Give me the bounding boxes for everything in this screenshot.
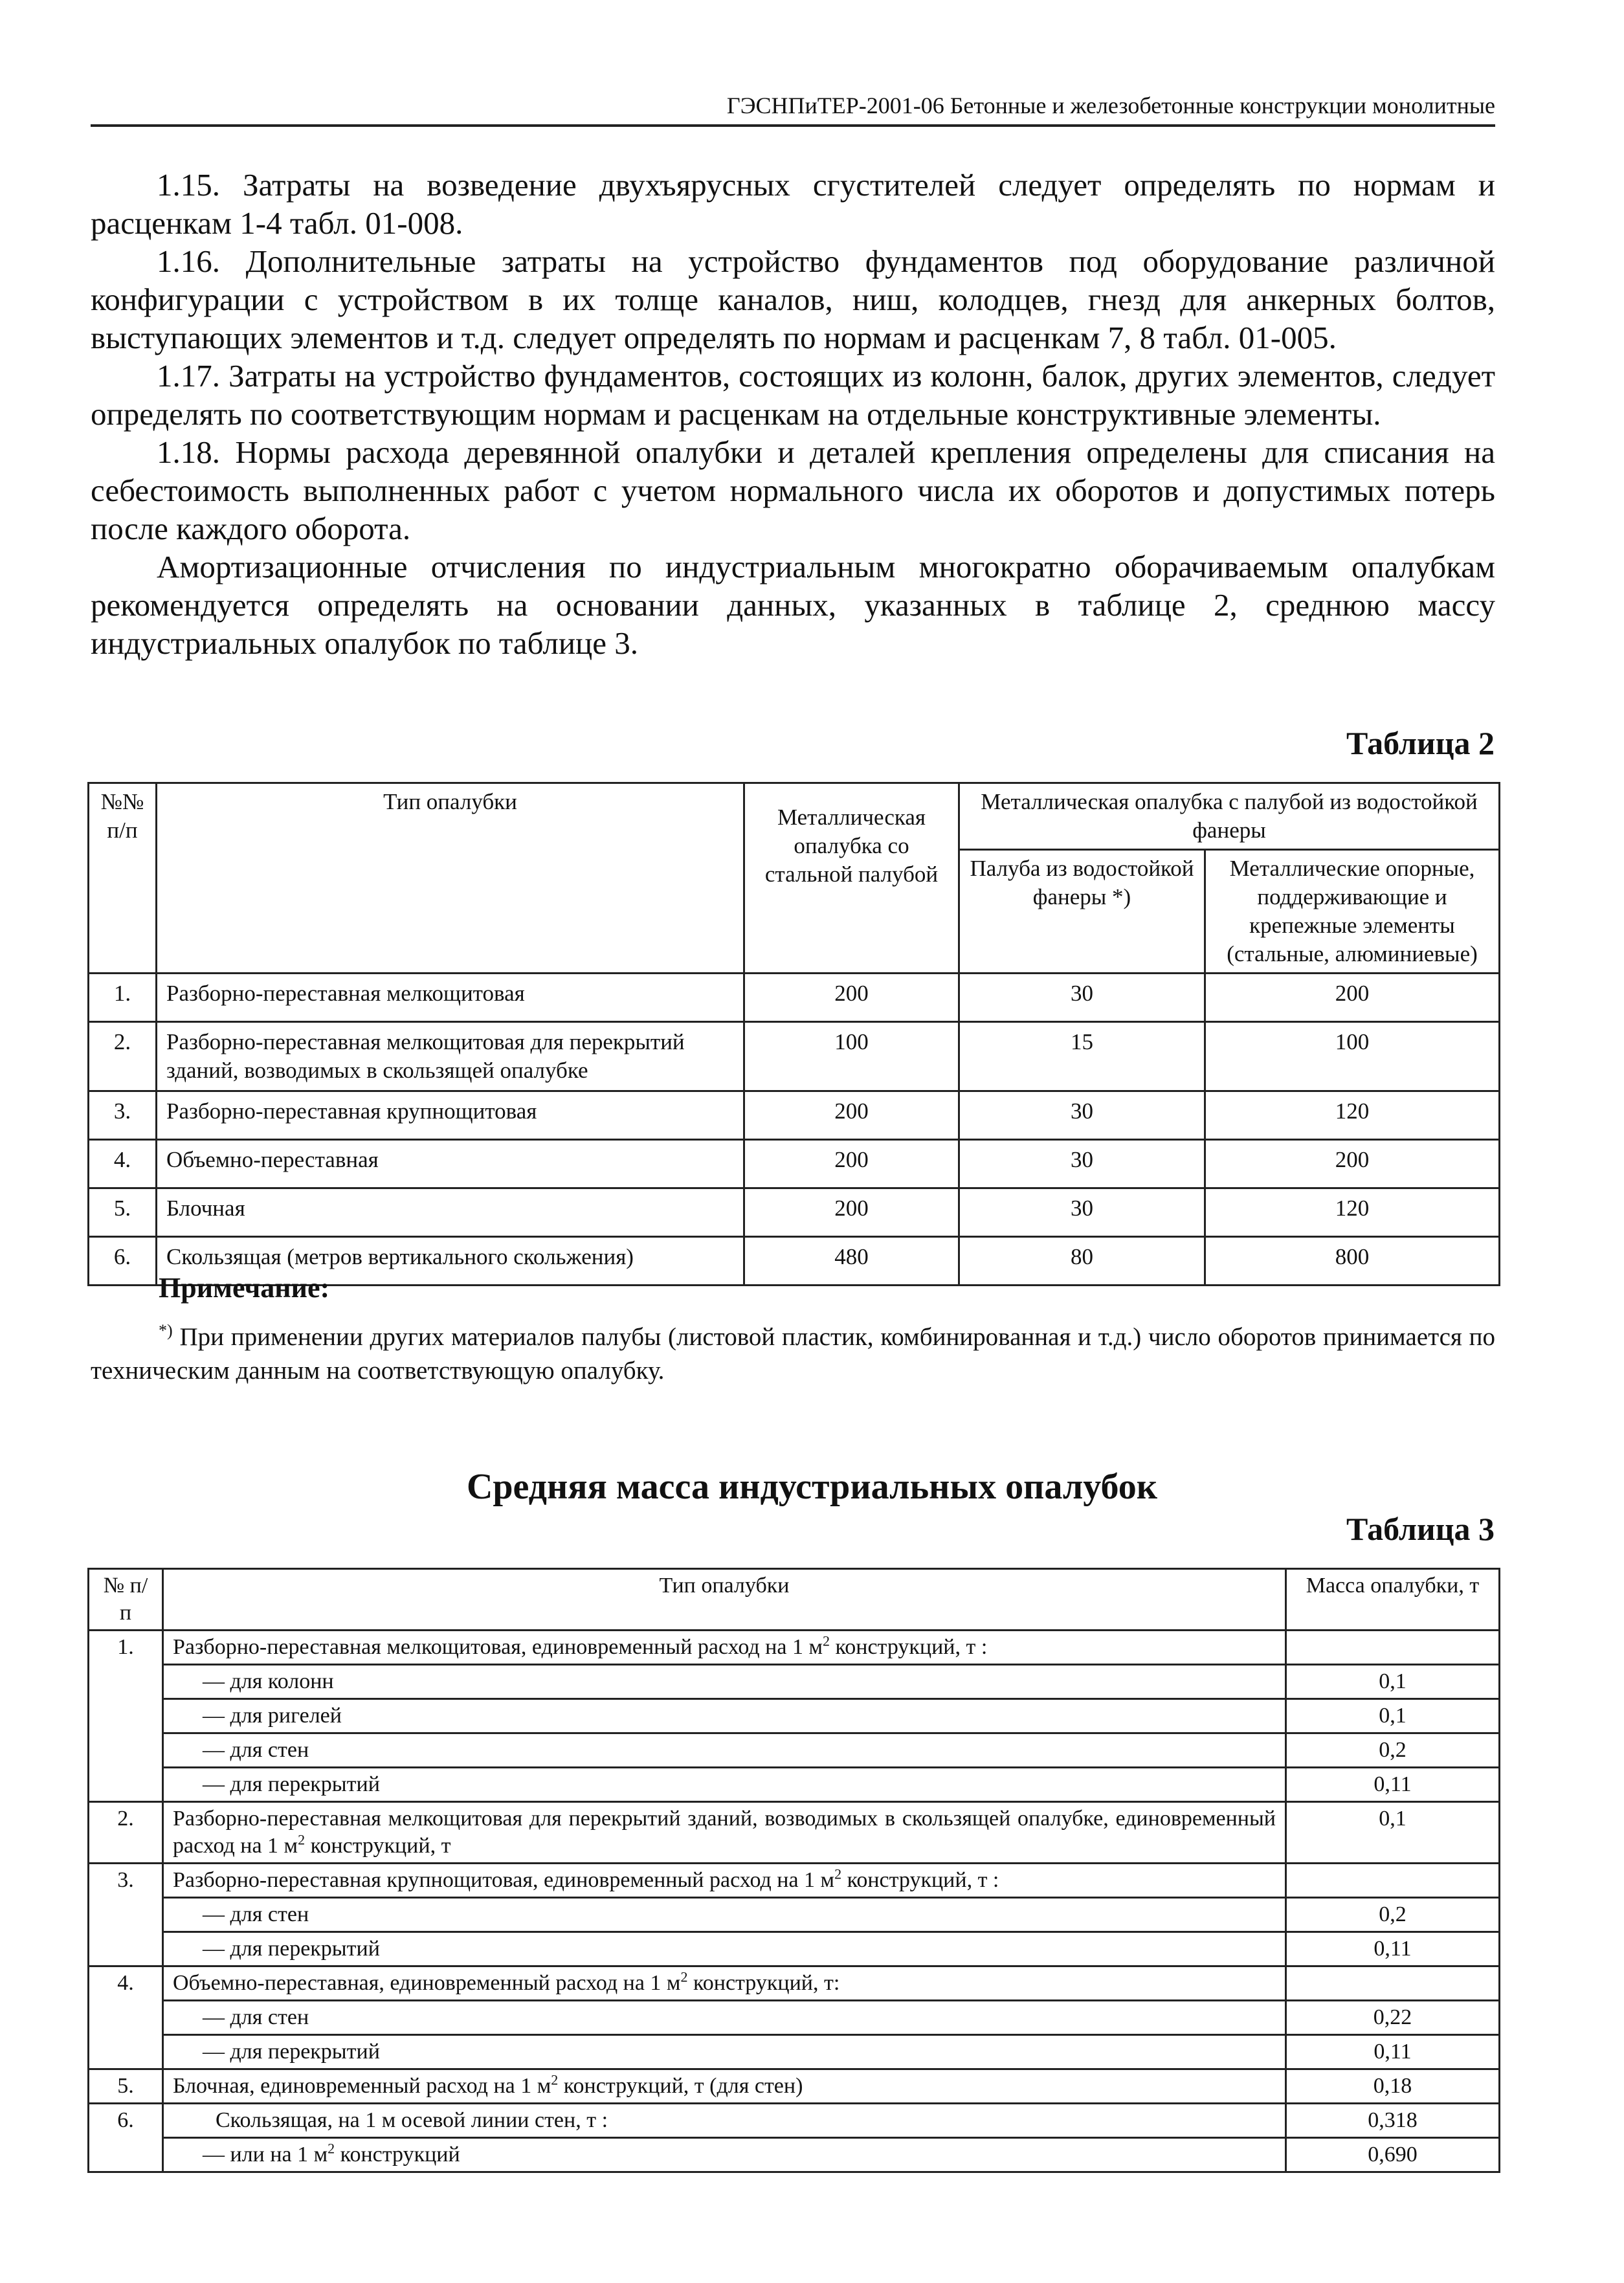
table2-header-plywood-deck: Палуба из водостойкой фанеры *)	[959, 850, 1205, 974]
row-mass: 0,1	[1286, 1665, 1500, 1699]
row-mass	[1286, 1966, 1500, 2001]
row-type: Объемно-переставная	[157, 1140, 744, 1188]
row-num: 6.	[89, 1237, 157, 1286]
row-num: 3.	[89, 1091, 157, 1140]
row-steel: 200	[744, 1140, 959, 1188]
row-steel: 200	[744, 1188, 959, 1237]
table2-caption: Таблица 2	[1346, 725, 1495, 761]
row-type: Блочная	[157, 1188, 744, 1237]
table-row	[89, 1665, 1500, 1699]
table-row	[89, 1188, 1500, 1237]
row-plywood: 30	[959, 1091, 1205, 1140]
row-type: — для колонн	[163, 1665, 1286, 1699]
section-title: Средняя масса индустриальных опалубок	[466, 1467, 1158, 1507]
row-mass: 0,2	[1286, 1898, 1500, 1932]
body-text	[91, 166, 1495, 662]
row-type: Разборно-переставная мелкощитовая для перекрытий зданий, возводимых в скользящей опалубке, единовременный расход на 1 $м^2$ конструкций, т	[163, 1802, 1286, 1864]
row-supports: 800	[1205, 1237, 1500, 1286]
row-supports: 100	[1205, 1022, 1500, 1091]
table-row	[89, 1932, 1500, 1966]
table2-header-plywood-group: Металлическая опалубка с палубой из водостойкой фанеры	[959, 783, 1500, 850]
row-num: 4.	[89, 1140, 157, 1188]
table-row	[89, 2035, 1500, 2069]
row-type: Разборно-переставная мелкощитовая для перекрытий зданий, возводимых в скользящей опалубке	[157, 1022, 744, 1091]
table3-header-num: № п/п	[89, 1569, 163, 1631]
row-type: — для перекрытий	[163, 1768, 1286, 1802]
table-row	[89, 1733, 1500, 1768]
row-num: 4.	[89, 1966, 163, 2001]
row-type: — для стен	[163, 1733, 1286, 1768]
table-row	[89, 1864, 1500, 1898]
row-plywood: 30	[959, 1188, 1205, 1237]
row-mass: 0,2	[1286, 1733, 1500, 1768]
row-steel: 200	[744, 1091, 959, 1140]
row-num: 1.	[89, 1631, 163, 1665]
row-type: Разборно-переставная мелкощитовая	[157, 974, 744, 1022]
row-type: Объемно-переставная, единовременный расход на 1 $м^2$ конструкций, т:	[163, 1966, 1286, 2001]
row-num: 6.	[89, 2104, 163, 2138]
page-header: ГЭСНПиТЕР-2001-06 Бетонные и железобетонные конструкции монолитные	[91, 89, 1495, 127]
row-num: 1.	[89, 974, 157, 1022]
row-supports: 120	[1205, 1091, 1500, 1140]
row-type: Скользящая, на 1 м осевой линии стен, т :	[163, 2104, 1286, 2138]
table3-header-type: Тип опалубки	[163, 1569, 1286, 1631]
note-text	[91, 1320, 1495, 1388]
paragraph-amortization: Амортизационные отчисления по индустриальным многократно оборачиваемым опалубкам рекомендуется определять на основании данных, указанных в таблице 2, среднюю массу индустриальных опалубок по таблице 3.	[91, 549, 1495, 661]
row-steel: 480	[744, 1237, 959, 1286]
row-mass: 0,11	[1286, 1768, 1500, 1802]
table-row	[89, 1091, 1500, 1140]
row-num: 2.	[89, 1022, 157, 1091]
row-mass: 0,1	[1286, 1802, 1500, 1864]
table-row	[89, 1768, 1500, 1802]
table-row	[89, 1022, 1500, 1091]
row-type: Разборно-переставная мелкощитовая, единовременный расход на 1 $м^2$ конструкций, т :	[163, 1631, 1286, 1665]
table-row	[89, 974, 1500, 1022]
row-num: 3.	[89, 1864, 163, 1898]
paragraph-1-17: 1.17. Затраты на устройство фундаментов, состоящих из колонн, балок, других элементов, следует определять по соответствующим нормам и расценкам на отдельные конструктивные элементы.	[91, 358, 1495, 432]
row-num: 5.	[89, 2069, 163, 2104]
row-num: 2.	[89, 1802, 163, 1864]
row-type: Блочная, единовременный расход на 1 $м^2$ конструкций, т (для стен)	[163, 2069, 1286, 2104]
table-row	[89, 1966, 1500, 2001]
table-row	[89, 2104, 1500, 2138]
row-steel: 100	[744, 1022, 959, 1091]
note-mark: *)	[159, 1321, 173, 1340]
row-mass: 0,1	[1286, 1699, 1500, 1733]
row-mass: 0,22	[1286, 2001, 1500, 2035]
table3-caption: Таблица 3	[1346, 1511, 1495, 1547]
row-type: Разборно-переставная крупнощитовая	[157, 1091, 744, 1140]
row-type: — для перекрытий	[163, 2035, 1286, 2069]
table2	[87, 782, 1500, 1286]
note-body: При применении других материалов палубы (листовой пластик, комбинированная и т.д.) число оборотов принимается по техническим данным на соответствующую опалубку.	[91, 1323, 1495, 1385]
row-type: — для стен	[163, 1898, 1286, 1932]
row-plywood: 30	[959, 1140, 1205, 1188]
row-type: — для стен	[163, 2001, 1286, 2035]
row-supports: 200	[1205, 974, 1500, 1022]
row-mass: 0,690	[1286, 2138, 1500, 2172]
table2-header-type: Тип опалубки	[157, 783, 744, 974]
row-mass: 0,11	[1286, 1932, 1500, 1966]
table-row	[89, 1631, 1500, 1665]
row-num: 5.	[89, 1188, 157, 1237]
paragraph-1-15: 1.15. Затраты на возведение двухъярусных сгустителей следует определять по нормам и расценкам 1-4 табл. 01-008.	[91, 167, 1495, 241]
row-supports: 120	[1205, 1188, 1500, 1237]
table-row	[89, 1699, 1500, 1733]
row-plywood: 15	[959, 1022, 1205, 1091]
table-row	[89, 1898, 1500, 1932]
row-plywood: 80	[959, 1237, 1205, 1286]
row-mass: 0,11	[1286, 2035, 1500, 2069]
row-type: — для перекрытий	[163, 1932, 1286, 1966]
row-steel: 200	[744, 974, 959, 1022]
table3-header-mass: Масса опалубки, т	[1286, 1569, 1500, 1631]
table-row	[89, 1140, 1500, 1188]
table-row	[89, 2069, 1500, 2104]
table2-header-steel: Металлическая опалубка со стальной палубой	[744, 783, 959, 974]
row-mass: 0,318	[1286, 2104, 1500, 2138]
table-row	[89, 1802, 1500, 1864]
row-mass: 0,18	[1286, 2069, 1500, 2104]
row-mass	[1286, 1631, 1500, 1665]
table3	[87, 1568, 1500, 2173]
paragraph-1-18: 1.18. Нормы расхода деревянной опалубки и деталей крепления определены для списания на себестоимость выполненных работ с учетом нормального числа их оборотов и допустимых потерь после каждого оборота.	[91, 434, 1495, 546]
row-type: — или на 1 $м^2$ конструкций	[163, 2138, 1286, 2172]
row-mass	[1286, 1864, 1500, 1898]
note-title: Примечание:	[159, 1272, 330, 1304]
row-plywood: 30	[959, 974, 1205, 1022]
table2-header-num: №№ п/п	[89, 783, 157, 974]
paragraph-1-16: 1.16. Дополнительные затраты на устройство фундаментов под оборудование различной конфигурации с устройством в их толще каналов, ниш, колодцев, гнезд для анкерных болтов, выступающих элементов и т.д. следует определять по нормам и расценкам 7, 8 табл. 01-005.	[91, 243, 1495, 355]
table2-header-supports: Металлические опорные, поддерживающие и крепежные элементы (стальные, алюминиевые)	[1205, 850, 1500, 974]
row-type: — для ригелей	[163, 1699, 1286, 1733]
table-row	[89, 2001, 1500, 2035]
row-type: Скользящая (метров вертикального скольжения)	[157, 1237, 744, 1286]
row-type: Разборно-переставная крупнощитовая, единовременный расход на 1 $м^2$ конструкций, т :	[163, 1864, 1286, 1898]
table-row	[89, 2138, 1500, 2172]
row-supports: 200	[1205, 1140, 1500, 1188]
